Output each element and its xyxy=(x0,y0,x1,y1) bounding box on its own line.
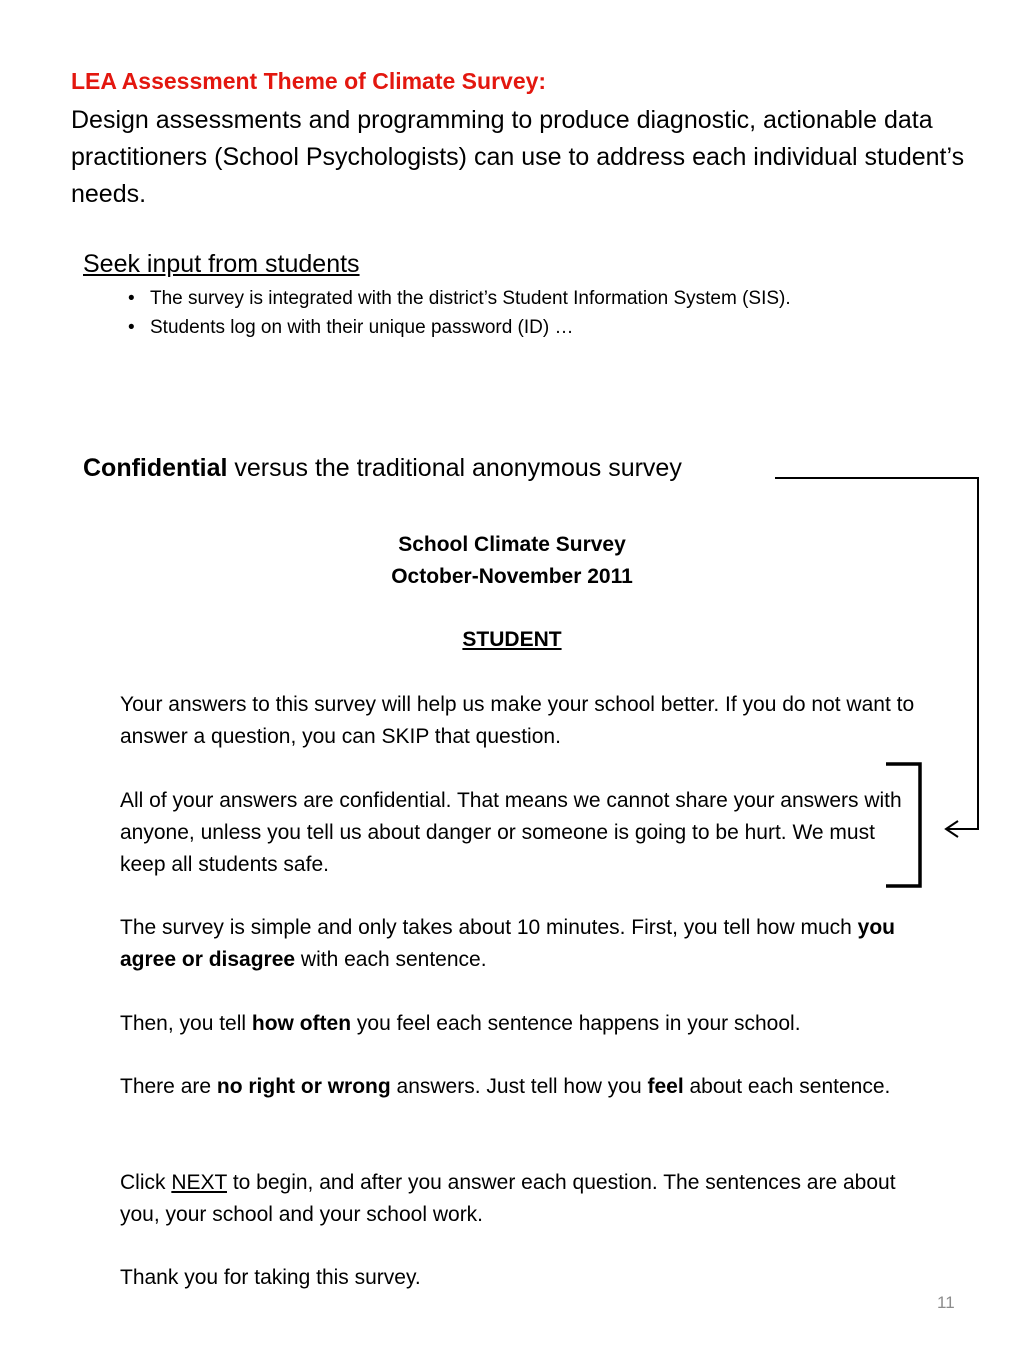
text-segment: Then, you tell xyxy=(120,1012,252,1035)
bold-segment: how often xyxy=(251,1012,352,1035)
text-segment: answers. Just tell how you xyxy=(390,1075,648,1098)
bullet-text: Students log on with their unique password (ID) … xyxy=(150,317,574,338)
bullet-icon: • xyxy=(128,288,135,309)
text-segment: There are xyxy=(120,1075,217,1098)
bullet-text: The survey is integrated with the district’s Student Information System (SIS). xyxy=(150,288,791,309)
survey-paragraph-purpose: Your answers to this survey will help us make your school better. If you do not want to answer a question, you can SKIP that question. xyxy=(120,693,915,748)
text-segment: Click xyxy=(120,1171,172,1194)
connector-line xyxy=(775,478,978,829)
intro-text: Design assessments and programming to produce diagnostic, actionable data practitioners (School Psychologists) can use to address each individual student’s needs. xyxy=(71,106,965,208)
survey-title: School Climate Survey xyxy=(398,533,626,556)
survey-dates: October-November 2011 xyxy=(391,565,633,588)
bold-segment: you agree or disagree xyxy=(120,916,896,971)
survey-paragraph-thanks: Thank you for taking this survey. xyxy=(120,1266,421,1289)
survey-audience: STUDENT xyxy=(462,628,562,651)
text-segment: The survey is simple and only takes about 10 minutes. First, you tell how much xyxy=(120,916,858,939)
next-link[interactable]: NEXT xyxy=(171,1171,227,1194)
bold-segment: feel xyxy=(647,1075,684,1098)
text-segment: to begin, and after you answer each question. The sentences are about you, your school and your school work. xyxy=(120,1171,896,1226)
slide-title: LEA Assessment Theme of Climate Survey: xyxy=(71,68,547,94)
bracket-icon xyxy=(886,764,920,886)
text-segment: with each sentence. xyxy=(295,948,487,971)
confidential-bold: Confidential xyxy=(83,454,228,482)
bullet-icon: • xyxy=(128,317,135,338)
seek-input-heading: Seek input from students xyxy=(83,250,360,278)
survey-paragraph-confidential: All of your answers are confidential. That means we cannot share your answers with anyone, unless you tell us about danger or someone is going to be hurt. We must keep all students safe. xyxy=(120,789,902,876)
text-segment: you feel each sentence happens in your school. xyxy=(351,1012,801,1035)
bold-segment: no right or wrong xyxy=(216,1075,391,1098)
confidential-rest: versus the traditional anonymous survey xyxy=(227,454,682,482)
text-segment: about each sentence. xyxy=(683,1075,891,1098)
page-number: 11 xyxy=(937,1293,955,1312)
